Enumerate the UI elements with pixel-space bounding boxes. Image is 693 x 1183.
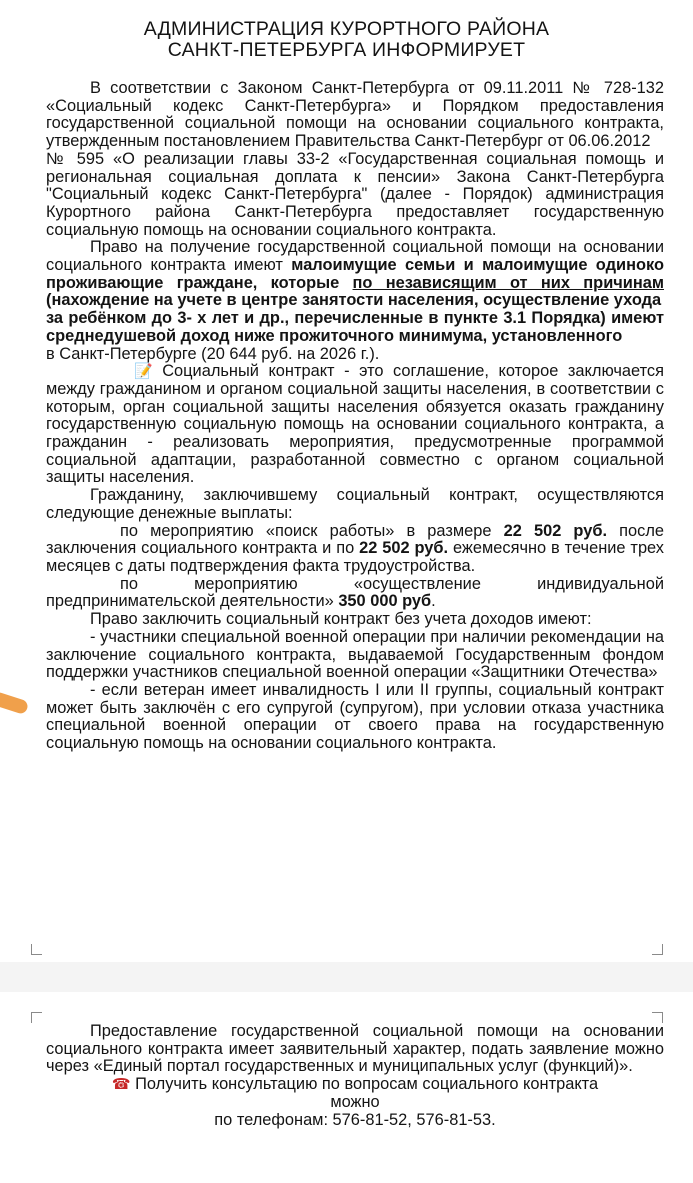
paragraph-eligibility: Право на получение государственной социальной помощи на основании социального контракта имеют малоимущие семьи и малоимущие одиноко проживающие граждане, которые по независящим от них причинам (нахождение на учете в центре занятости населения, осуществление ухода за ребёнком до 3- х лет и др., перечисленные в пункте 3.1 Порядка) имеют среднедушевой доход ниже прожиточного минимума, установленного в Санкт-Петербурге (20 644 руб. на 2026 г.).	[46, 238, 665, 363]
telephone-icon: ☎	[111, 1076, 131, 1094]
document-body	[46, 80, 664, 753]
page-title	[0, 19, 693, 61]
eligibility-minimum: в Санкт-Петербурге (20 644 руб. на 2026 г.)	[46, 344, 375, 363]
paragraph-veteran-spouse: - если ветеран имеет инвалидность I или II группы, социальный контракт может быть заключён с его супругой (супругом), при условии отказа участника специальной военной операции от своего права на государственную социальную помощь на основании социального контракта.	[46, 680, 664, 753]
title-line-1: АДМИНИСТРАЦИЯ КУРОРТНОГО РАЙОНА	[143, 18, 550, 40]
paragraph-law-reference: В соответствии с Законом Санкт-Петербурга от 09.11.2011 № 728-132 «Социальный кодекс Санкт-Петербурга» и Порядком предоставления государственной социальной помощи на основании социального контракта, утвержденным постановлением Правительства Санкт-Петербург от 06.06.2012	[46, 79, 664, 151]
page-corner-bottom-left	[31, 944, 42, 955]
eligibility-underlined: по независящим от них причинам	[352, 273, 665, 292]
paragraph-svo-participants: - участники специальной военной операции при наличии рекомендации на заключение социального контракта, выдаваемой Государственным фондом поддержки участников специальной военной операции «Защитники Отечества»	[46, 627, 664, 682]
paragraph-no-income-intro: Право заключить социальный контракт без учета доходов имеют:	[90, 610, 592, 629]
paragraph-application: Предоставление государственной социальной помощи на основании социального контракта имеет заявительный характер, подать заявление можно через «Единый портал государственных и муниципальных услуг (функций)».	[46, 1022, 664, 1076]
eligibility-bold-reasons: (нахождение на учете в центре занятости населения, осуществление ухода	[46, 291, 662, 310]
title-line-2: САНКТ-ПЕТЕРБУРГА ИНФОРМИРУЕТ	[167, 39, 526, 61]
definition-text: Социальный контракт - это соглашение, которое заключается между гражданином и органом социальной защиты населения, в соответствии с которым, орган социальной защиты населения обязуется оказать гражданину государственную социальную помощь на основании социального контракта, а гражданин - реализовать мероприятия, предусмотренные программой социальной адаптации, разработанной совместно с органом социальной защиты населения.	[46, 362, 664, 487]
payment-amount-1: 22 502 руб.	[503, 521, 608, 540]
consultation-line-1: Получить консультацию по вопросам социального контракта	[135, 1075, 599, 1094]
eligibility-intro: Право на получение государственной социальной помощи на основании социального контракта имеют	[46, 238, 664, 275]
paragraph-consultation	[46, 1076, 664, 1129]
paragraph-decree-reference: № 595 «О реализации главы 33-2 «Государственная социальная помощь и региональная социальная доплата к пенсии» Закона Санкт-Петербурга "Социальный кодекс Санкт-Петербурга" (далее - Порядок) администрация Курортного района Санкт-Петербурга предоставляет государственную социальную помощь на основании социального контракта.	[46, 149, 664, 239]
consultation-phones: по телефонам: 576-81-52, 576-81-53.	[214, 1110, 496, 1129]
payment-amount-business: 350 000 руб	[338, 592, 432, 611]
paragraph-definition	[46, 363, 664, 487]
document-body-page-2	[46, 1023, 664, 1129]
page-corner-top-left	[31, 1012, 42, 1023]
paragraph-payment-business: по мероприятию «осуществление индивидуальной предпринимательской деятельности» 350 000 руб.	[46, 574, 664, 611]
payment-amount-2: 22 502 руб.	[359, 539, 449, 558]
page-corner-bottom-right	[652, 944, 663, 955]
consultation-line-2: можно	[330, 1092, 380, 1111]
eligibility-bold-income: за ребёнком до 3- х лет и др., перечисленные в пункте 3.1 Порядка) имеют среднедушевой доход ниже прожиточного минимума, установленного	[46, 309, 664, 345]
page-separator	[0, 962, 693, 992]
eligibility-bold-groups: малоимущие семьи и малоимущие одиноко проживающие граждане, которые	[46, 256, 664, 292]
paragraph-payment-job-search: по мероприятию «поиск работы» в размере 22 502 руб. после заключения социального контракта и по 22 502 руб. ежемесячно в течение трех месяцев с даты подтверждения факта трудоустройства.	[46, 521, 665, 575]
memo-icon: 📝	[134, 363, 153, 381]
paragraph-payments-intro: Гражданину, заключившему социальный контракт, осуществляются следующие денежные выплаты:	[46, 486, 664, 522]
